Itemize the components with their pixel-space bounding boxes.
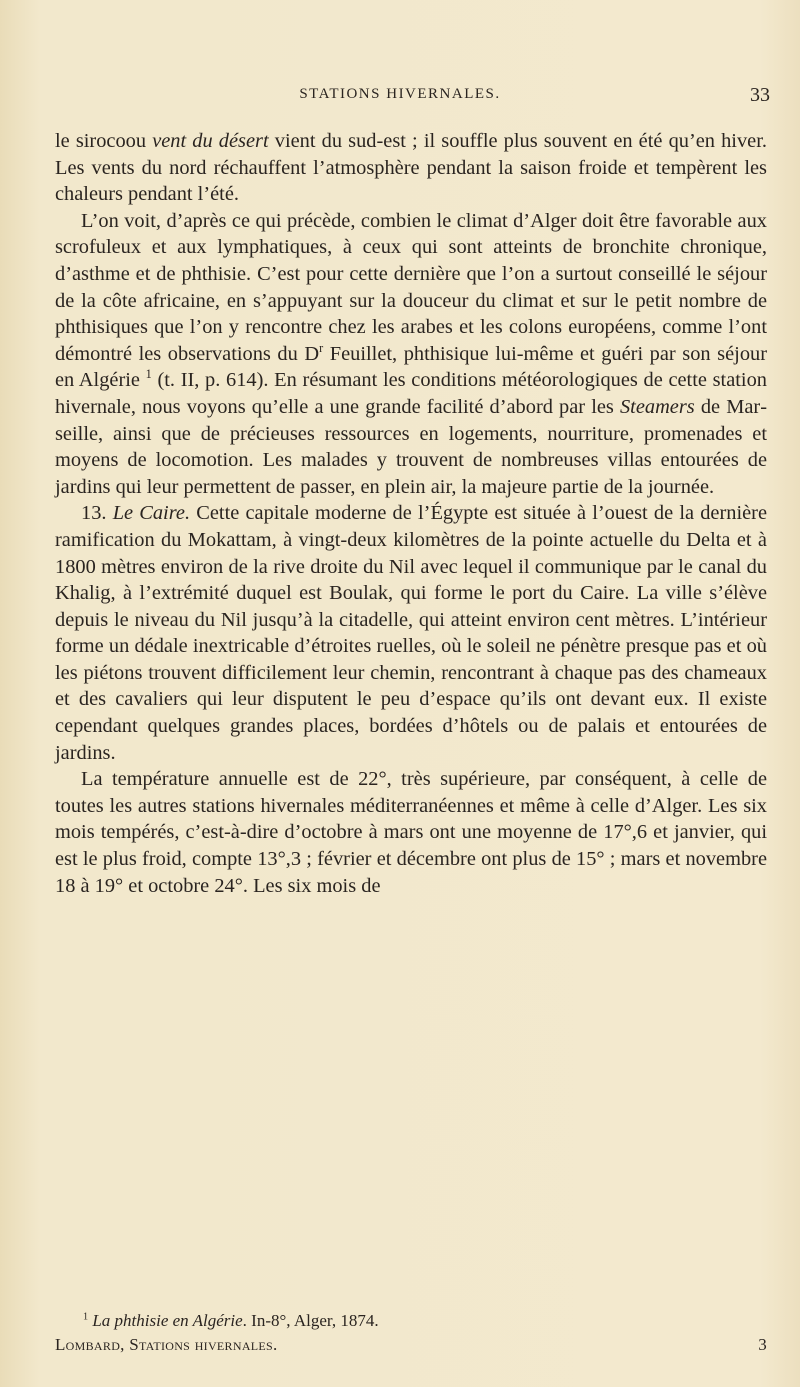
text-run: La température annuelle est de 22°, très supérieure, par conséquent, à celle de toutes les autres stations hivernales méditerranéennes et même à celle d’Alger. Les six mois tempérés, c’est-à-dire d’octobre à mars ont une moyenne de 17°,6 et janvier, qui est le plus froid, compte 13°,3 ; février et décembre ont plus de 15° ; mars et novembre 18 à 19° et octobre 24°. Les six mois de [55, 768, 767, 897]
signature-number: 3 [758, 1335, 767, 1354]
body-text [55, 128, 767, 899]
text-run: le sirocoou [55, 130, 153, 152]
text-run: Cette capitale moderne de l’Égypte est située à l’ouest de la dernière ramification du Mokattam, à vingt-deux kilomètres de la pointe actuelle du Delta et à 1800 mètres environ de la rive droite du Nil avec lequel il communique par le canal du Khalig, à l’extrémité duquel est Boulak, qui forme le port du Caire. La ville s’élève depuis le niveau du Nil jusqu’à la citadelle, qui atteint environ cent mètres. L’intérieur forme un dédale inextricable d’étroites ruelles, où le soleil ne pénètre presque pas et où les piétons trouvent difficilement leur chemin, rencontrant à chaque pas des chameaux et des cavaliers qui leur disputent le peu d’espace qu’ils ont devant eux. Il existe cependant quelques grandes places, bordées d’hôtels ou de palais et entourées de jardins. [55, 502, 768, 764]
italic-text: Le Caire. [112, 502, 191, 525]
signature-text: Lombard, Stations hivernales. [55, 1335, 278, 1354]
superscript: r [319, 340, 324, 355]
footnote-marker: 1 [83, 1311, 89, 1323]
signature-line [55, 1333, 767, 1357]
paragraph-p4 [55, 766, 767, 899]
footnote-rest: . In-8°, Alger, 1874. [242, 1311, 379, 1330]
superscript: 1 [145, 367, 152, 382]
footnote-title: La phthisie en Algérie [92, 1311, 243, 1330]
text-run: Feuillet, phthisique lui-même et guéri par son séjour en Algérie [55, 342, 768, 392]
text-run: de Marseille, ainsi que de précieuses ressources en logements, nourriture, promenades et moyens de locomotion. Les malades y trouvent de nombreuses villas entourées de jardins qui leur permettent de passer, en plein air, la majeure partie de la journée. [55, 395, 767, 498]
footnote-1 [55, 1309, 767, 1333]
footnotes [55, 1309, 767, 1357]
page-number: 33 [750, 84, 770, 106]
text-run: (t. II, p. 614). En résumant les conditions météorologiques de cette station hivernale, nous voyons qu’elle a une grande facilité d’abord par les [55, 369, 767, 418]
italic-text: Steamers [619, 395, 695, 418]
text-run: L’on voit, d’après ce qui précède, combien le climat d’Alger doit être favorable aux scrofuleux et aux lymphatiques, à ceux qui sont atteints de bronchite chronique, d’asthme et de phthisie. C’est pour cette dernière que l’on a surtout conseillé le séjour de la côte africaine, en s’appuyant sur la douceur du climat et sur le petit nombre de phthisiques que l’on y rencontre chez les arabes et les colons européens, comme l’ont démontré les observations du D [55, 209, 767, 365]
text-run: vient du sud-est ; il souffle plus souvent en été qu’en hiver. Les vents du nord réchauffent l’atmosphère pendant la saison froide et tempèrent les chaleurs pendant l’été. [55, 130, 767, 206]
page-header [0, 86, 800, 116]
paragraph-p1 [55, 128, 767, 208]
paragraph-p3 [55, 500, 767, 766]
text-run: 13. [81, 502, 113, 525]
paragraph-p2 [55, 208, 767, 501]
italic-text: vent du désert [152, 130, 269, 152]
running-title: STATIONS HIVERNALES. [299, 86, 501, 102]
